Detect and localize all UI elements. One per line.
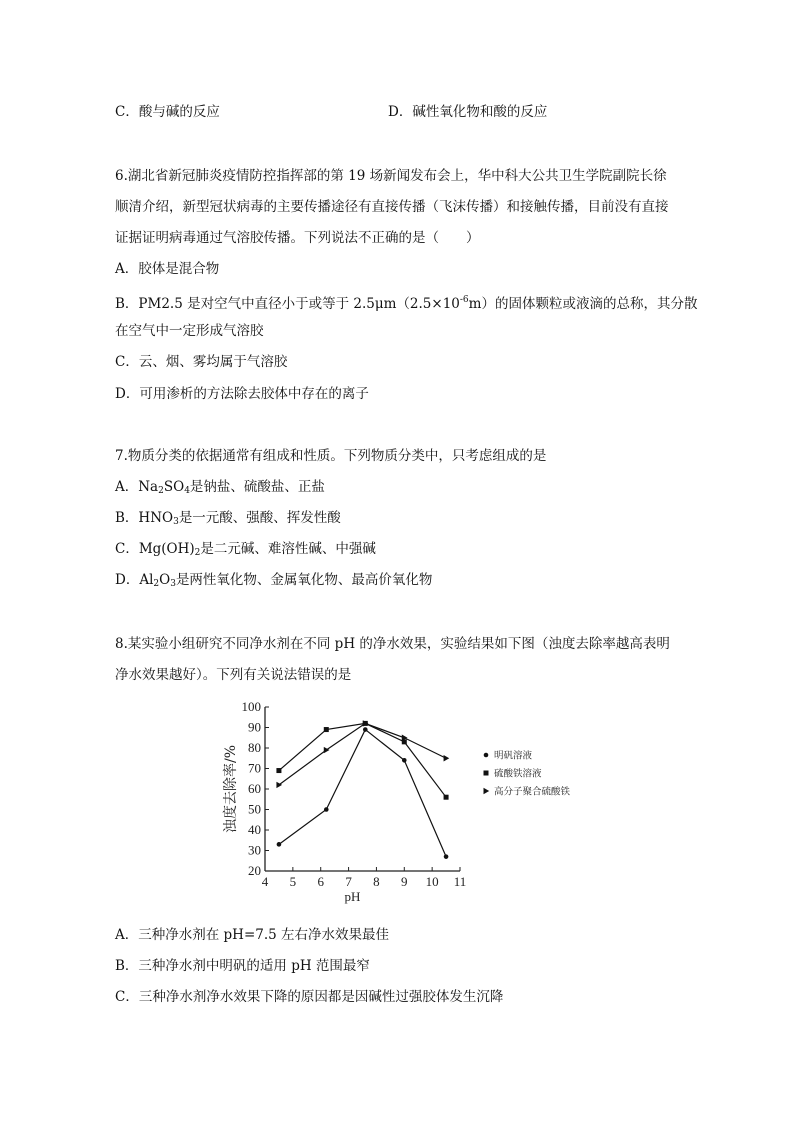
x-tick-label: 8 — [373, 874, 380, 889]
x-axis-label: pH — [344, 889, 361, 904]
y-tick-label: 40 — [248, 822, 261, 837]
x-tick-label: 5 — [289, 874, 297, 889]
prev-option-d: D．碱性氧化物和酸的反应 — [388, 104, 548, 120]
legend-label-2: 硫酸铁溶液 — [494, 768, 542, 780]
q7-a-post: 是钠盐、硫酸盐、正盐 — [189, 479, 325, 495]
q7-a-sub2: 4 — [184, 486, 190, 496]
q7-c-pre: C．Mg(OH) — [115, 541, 195, 557]
q7-option-d — [115, 572, 432, 592]
q7-d-post: 是两性氧化物、金属氧化物、最高价氧化物 — [175, 572, 433, 588]
y-tick-label: 100 — [241, 699, 261, 714]
data-point-series-1 — [324, 807, 329, 812]
q6-stem-line-3: 证据证明病毒通过气溶胶传播。下列说法不正确的是（ ） — [115, 230, 480, 246]
q7-option-a — [115, 479, 325, 499]
q6-option-a: A．胶体是混合物 — [115, 261, 220, 277]
q6-option-d: D．可用渗析的方法除去胶体中存在的离子 — [115, 386, 369, 402]
q7-option-b — [115, 510, 341, 530]
q8-option-c: C．三种净水剂净水效果下降的原因都是因碱性过强胶体发生沉降 — [115, 989, 504, 1005]
q8-stem-line-2: 净水效果越好）。下列有关说法错误的是 — [115, 667, 352, 683]
y-tick-label: 20 — [248, 863, 261, 878]
data-point-series-1 — [363, 727, 368, 732]
q7-d-sub2: 3 — [170, 579, 176, 589]
q8-option-a: A．三种净水剂在 pH=7.5 左右净水效果最佳 — [115, 927, 390, 943]
q7-option-c — [115, 541, 376, 561]
data-point-series-1 — [277, 842, 282, 847]
y-axis-label: 浊度去除率/% — [223, 744, 239, 834]
y-tick-label: 30 — [248, 842, 261, 858]
q6-b-exponent: -6 — [459, 295, 469, 305]
y-tick-label: 80 — [248, 740, 261, 755]
q7-c-post: 是二元碱、难溶性碱、中强碱 — [200, 541, 376, 557]
turbidity-chart — [210, 695, 590, 915]
data-point-series-1 — [402, 758, 407, 763]
q6-option-b-line-1 — [115, 292, 697, 312]
x-tick-label: 11 — [453, 874, 467, 889]
legend-label-1: 明矾溶液 — [494, 750, 533, 762]
q7-a-sub1: 2 — [158, 486, 164, 496]
legend-marker-2 — [484, 771, 489, 776]
data-point-series-2 — [276, 768, 281, 773]
legend-marker-1 — [484, 753, 489, 758]
q6-b-text-pre: B．PM2.5 是对空气中直径小于或等于 2.5μm（2.5×10 — [115, 296, 460, 312]
x-tick-label: 6 — [317, 874, 324, 889]
data-point-series-2 — [324, 727, 329, 732]
x-tick-label: 9 — [401, 874, 408, 889]
q6-stem-line-1: 6.湖北省新冠肺炎疫情防控指挥部的第 19 场新闻发布会上，华中科大公共卫生学院副院长徐 — [115, 168, 667, 184]
series-line-3 — [279, 723, 446, 785]
q6-option-c: C．云、烟、雾均属于气溶胶 — [115, 354, 288, 370]
q7-d-sub1: 2 — [153, 579, 160, 589]
y-tick-label: 50 — [248, 801, 261, 817]
y-tick-label: 70 — [248, 760, 261, 776]
x-tick-label: 10 — [425, 874, 439, 889]
y-tick-label: 60 — [248, 781, 261, 796]
q7-d-pre: D．Al — [115, 572, 154, 588]
q6-stem-line-2: 顺清介绍，新型冠状病毒的主要传播途径有直接传播（飞沫传播）和接触传播，目前没有直接 — [115, 199, 669, 215]
legend-label-3: 高分子聚合硫酸铁 — [494, 786, 571, 798]
data-point-series-3 — [444, 755, 450, 761]
q7-c-sub: 2 — [194, 548, 201, 558]
q7-a-mid: SO — [163, 479, 185, 495]
prev-option-c: C．酸与碱的反应 — [115, 104, 220, 120]
q8-option-b: B．三种净水剂中明矾的适用 pH 范围最窄 — [115, 958, 370, 974]
q7-b-post: 是一元酸、强酸、挥发性酸 — [178, 510, 341, 526]
x-tick-label: 4 — [261, 874, 269, 889]
q7-a-pre: A．Na — [115, 479, 159, 495]
data-point-series-1 — [444, 854, 449, 859]
y-tick-label: 90 — [248, 719, 261, 735]
q8-stem-line-1: 8.某实验小组研究不同净水剂在不同 pH 的净水效果，实验结果如下图（浊度去除率越高表明 — [115, 636, 670, 652]
q7-d-mid: O — [159, 572, 171, 588]
q6-b-text-post: m）的固体颗粒或液滴的总称，其分散 — [468, 296, 698, 312]
q6-option-b-line-2: 在空气中一定形成气溶胶 — [115, 323, 264, 339]
q7-stem: 7.物质分类的依据通常有组成和性质。下列物质分类中，只考虑组成的是 — [115, 448, 547, 464]
x-tick-label: 7 — [345, 874, 352, 889]
legend-marker-3 — [484, 788, 490, 794]
q7-b-pre: B．HNO — [115, 510, 174, 526]
data-point-series-2 — [444, 795, 449, 800]
q7-b-sub: 3 — [173, 517, 179, 527]
